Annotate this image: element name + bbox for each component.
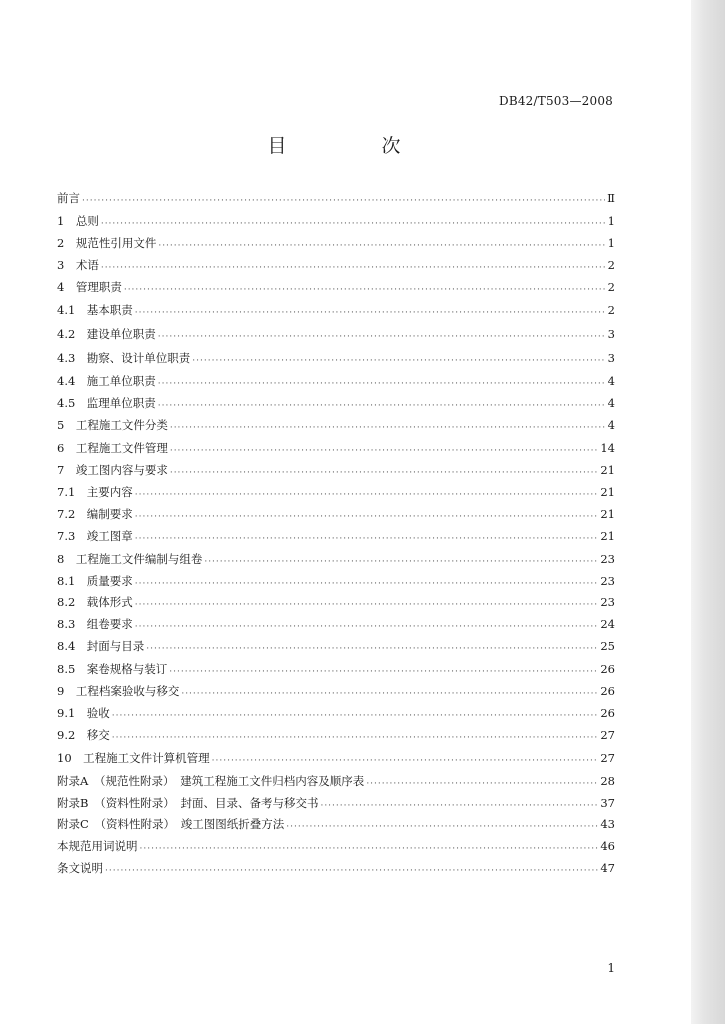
toc-entry-label: 8.5 案卷规格与装订 bbox=[57, 662, 168, 676]
toc-entry-page: 25 bbox=[600, 639, 615, 653]
toc-entry bbox=[57, 615, 615, 633]
toc-entry bbox=[57, 704, 615, 722]
toc-entry bbox=[57, 394, 615, 412]
toc-entry-page: 23 bbox=[600, 574, 615, 588]
toc-entry-page: 28 bbox=[600, 774, 615, 788]
toc-entry-page: 21 bbox=[600, 507, 615, 521]
toc-entry-label: 4.4 施工单位职责 bbox=[57, 374, 156, 388]
toc-entry bbox=[57, 278, 615, 296]
toc-entry-label: 附录C （资料性附录） 竣工图图纸折叠方法 bbox=[57, 817, 285, 831]
toc-leader-dots bbox=[170, 419, 606, 437]
toc-entry-page: 1 bbox=[607, 236, 615, 250]
toc-entry bbox=[57, 505, 615, 523]
toc-entry bbox=[57, 682, 615, 700]
toc-entry-label: 4.3 勘察、设计单位职责 bbox=[57, 351, 191, 365]
toc-entry-page: 14 bbox=[600, 441, 615, 455]
toc-entry bbox=[57, 550, 615, 568]
toc-entry bbox=[57, 637, 615, 655]
toc-entry-label: 条文说明 bbox=[57, 861, 103, 875]
toc-leader-dots bbox=[135, 508, 599, 526]
toc-entry-label: 9.2 移交 bbox=[57, 728, 110, 742]
toc-entry bbox=[57, 349, 615, 367]
toc-entry-label: 4.5 监理单位职责 bbox=[57, 396, 156, 410]
toc-entry bbox=[57, 794, 615, 812]
toc-entry bbox=[57, 749, 615, 767]
toc-entry-page: 2 bbox=[607, 280, 615, 294]
toc-entry-label: 9 工程档案验收与移交 bbox=[57, 684, 180, 698]
toc-entry-label: 7.2 编制要求 bbox=[57, 507, 133, 521]
toc-leader-dots bbox=[101, 215, 606, 233]
toc-leader-dots bbox=[158, 375, 606, 393]
toc-entry-page: 23 bbox=[600, 595, 615, 609]
toc-entry bbox=[57, 859, 615, 877]
toc-entry bbox=[57, 234, 615, 252]
toc-entry-page: 23 bbox=[600, 552, 615, 566]
toc-entry bbox=[57, 772, 615, 790]
toc-entry-page: 26 bbox=[600, 662, 615, 676]
toc-entry-label: 8.1 质量要求 bbox=[57, 574, 133, 588]
toc-leader-dots bbox=[112, 707, 599, 725]
toc-entry-page: 3 bbox=[607, 327, 615, 341]
toc-entry bbox=[57, 593, 615, 611]
toc-entry-page: 2 bbox=[607, 258, 615, 272]
toc-entry-page: 46 bbox=[600, 839, 615, 853]
toc-entry bbox=[57, 189, 615, 207]
toc-leader-dots bbox=[320, 797, 598, 815]
toc-entry bbox=[57, 372, 615, 390]
toc-entry-page: 2 bbox=[607, 303, 615, 317]
toc-entry bbox=[57, 325, 615, 343]
toc-entry bbox=[57, 660, 615, 678]
toc-entry-label: 附录B （资料性附录） 封面、目录、备考与移交书 bbox=[57, 796, 319, 810]
toc-entry-page: 1 bbox=[607, 214, 615, 228]
toc-entry-label: 2 规范性引用文件 bbox=[57, 236, 157, 250]
toc-entry-label: 4 管理职责 bbox=[57, 280, 122, 294]
toc-leader-dots bbox=[124, 281, 606, 299]
toc-entry bbox=[57, 439, 615, 457]
toc-entry bbox=[57, 483, 615, 501]
toc-leader-dots bbox=[146, 640, 598, 658]
toc-entry-page: 4 bbox=[607, 418, 615, 432]
toc-entry-page: 37 bbox=[600, 796, 615, 810]
toc-entry-label: 本规范用词说明 bbox=[57, 839, 138, 853]
toc-entry-label: 7.3 竣工图章 bbox=[57, 529, 133, 543]
toc-leader-dots bbox=[135, 486, 599, 504]
toc-entry bbox=[57, 815, 615, 833]
toc-leader-dots bbox=[158, 328, 606, 346]
document-code: DB42/T503—2008 bbox=[499, 94, 613, 108]
toc-entry-label: 10 工程施工文件计算机管理 bbox=[57, 751, 210, 765]
toc-entry-page: 27 bbox=[600, 728, 615, 742]
toc-entry bbox=[57, 256, 615, 274]
toc-leader-dots bbox=[101, 259, 606, 277]
toc-leader-dots bbox=[192, 352, 605, 370]
toc-entry-label: 3 术语 bbox=[57, 258, 99, 272]
toc-entry-label: 8.4 封面与目录 bbox=[57, 639, 145, 653]
toc-leader-dots bbox=[82, 192, 605, 210]
toc-leader-dots bbox=[135, 596, 599, 614]
page-edge-shadow bbox=[691, 0, 725, 1024]
toc-entry-page: 21 bbox=[600, 529, 615, 543]
toc-entry-label: 9.1 验收 bbox=[57, 706, 110, 720]
toc-entry-page: 43 bbox=[600, 817, 615, 831]
toc-leader-dots bbox=[158, 397, 606, 415]
toc-entry-page: Ⅱ bbox=[607, 191, 615, 205]
toc-leader-dots bbox=[135, 304, 606, 322]
toc-entry-page: 26 bbox=[600, 684, 615, 698]
toc-entry-page: 24 bbox=[600, 617, 615, 631]
toc-leader-dots bbox=[135, 575, 599, 593]
toc-entry bbox=[57, 212, 615, 230]
toc-leader-dots bbox=[105, 862, 598, 880]
toc-leader-dots bbox=[181, 685, 598, 703]
toc-entry-page: 26 bbox=[600, 706, 615, 720]
toc-leader-dots bbox=[212, 752, 599, 770]
toc-leader-dots bbox=[170, 464, 599, 482]
toc-entry-page: 4 bbox=[607, 374, 615, 388]
toc-entry bbox=[57, 527, 615, 545]
toc-entry-label: 4.2 建设单位职责 bbox=[57, 327, 156, 341]
toc-entry-label: 4.1 基本职责 bbox=[57, 303, 133, 317]
toc-leader-dots bbox=[112, 729, 599, 747]
toc-leader-dots bbox=[170, 442, 599, 460]
page-title: 目 次 bbox=[267, 135, 439, 157]
toc-entry-page: 47 bbox=[600, 861, 615, 875]
toc-leader-dots bbox=[366, 775, 598, 793]
toc-leader-dots bbox=[204, 553, 598, 571]
toc-entry bbox=[57, 726, 615, 744]
toc-entry bbox=[57, 461, 615, 479]
toc-leader-dots bbox=[158, 237, 605, 255]
toc-entry-label: 附录A （规范性附录） 建筑工程施工文件归档内容及顺序表 bbox=[57, 774, 365, 788]
toc-leader-dots bbox=[135, 530, 599, 548]
toc-entry-page: 3 bbox=[607, 351, 615, 365]
toc-entry-label: 8.2 载体形式 bbox=[57, 595, 133, 609]
toc-entry bbox=[57, 416, 615, 434]
toc-entry-page: 21 bbox=[600, 463, 615, 477]
toc-entry-label: 8.3 组卷要求 bbox=[57, 617, 133, 631]
toc-entry-label: 7 竣工图内容与要求 bbox=[57, 463, 168, 477]
toc-entry-label: 7.1 主要内容 bbox=[57, 485, 133, 499]
toc-entry bbox=[57, 572, 615, 590]
toc-entry bbox=[57, 837, 615, 855]
page-number: 1 bbox=[607, 961, 615, 975]
toc-entry-label: 8 工程施工文件编制与组卷 bbox=[57, 552, 203, 566]
toc-entry-label: 前言 bbox=[57, 191, 80, 205]
toc-entry-page: 27 bbox=[600, 751, 615, 765]
toc-entry-label: 6 工程施工文件管理 bbox=[57, 441, 168, 455]
toc-leader-dots bbox=[286, 818, 598, 836]
toc-leader-dots bbox=[140, 840, 599, 858]
toc-leader-dots bbox=[135, 618, 599, 636]
toc-entry-page: 21 bbox=[600, 485, 615, 499]
toc-entry-label: 1 总则 bbox=[57, 214, 99, 228]
toc-entry-label: 5 工程施工文件分类 bbox=[57, 418, 168, 432]
toc-leader-dots bbox=[169, 663, 598, 681]
toc-entry-page: 4 bbox=[607, 396, 615, 410]
toc-entry bbox=[57, 301, 615, 319]
